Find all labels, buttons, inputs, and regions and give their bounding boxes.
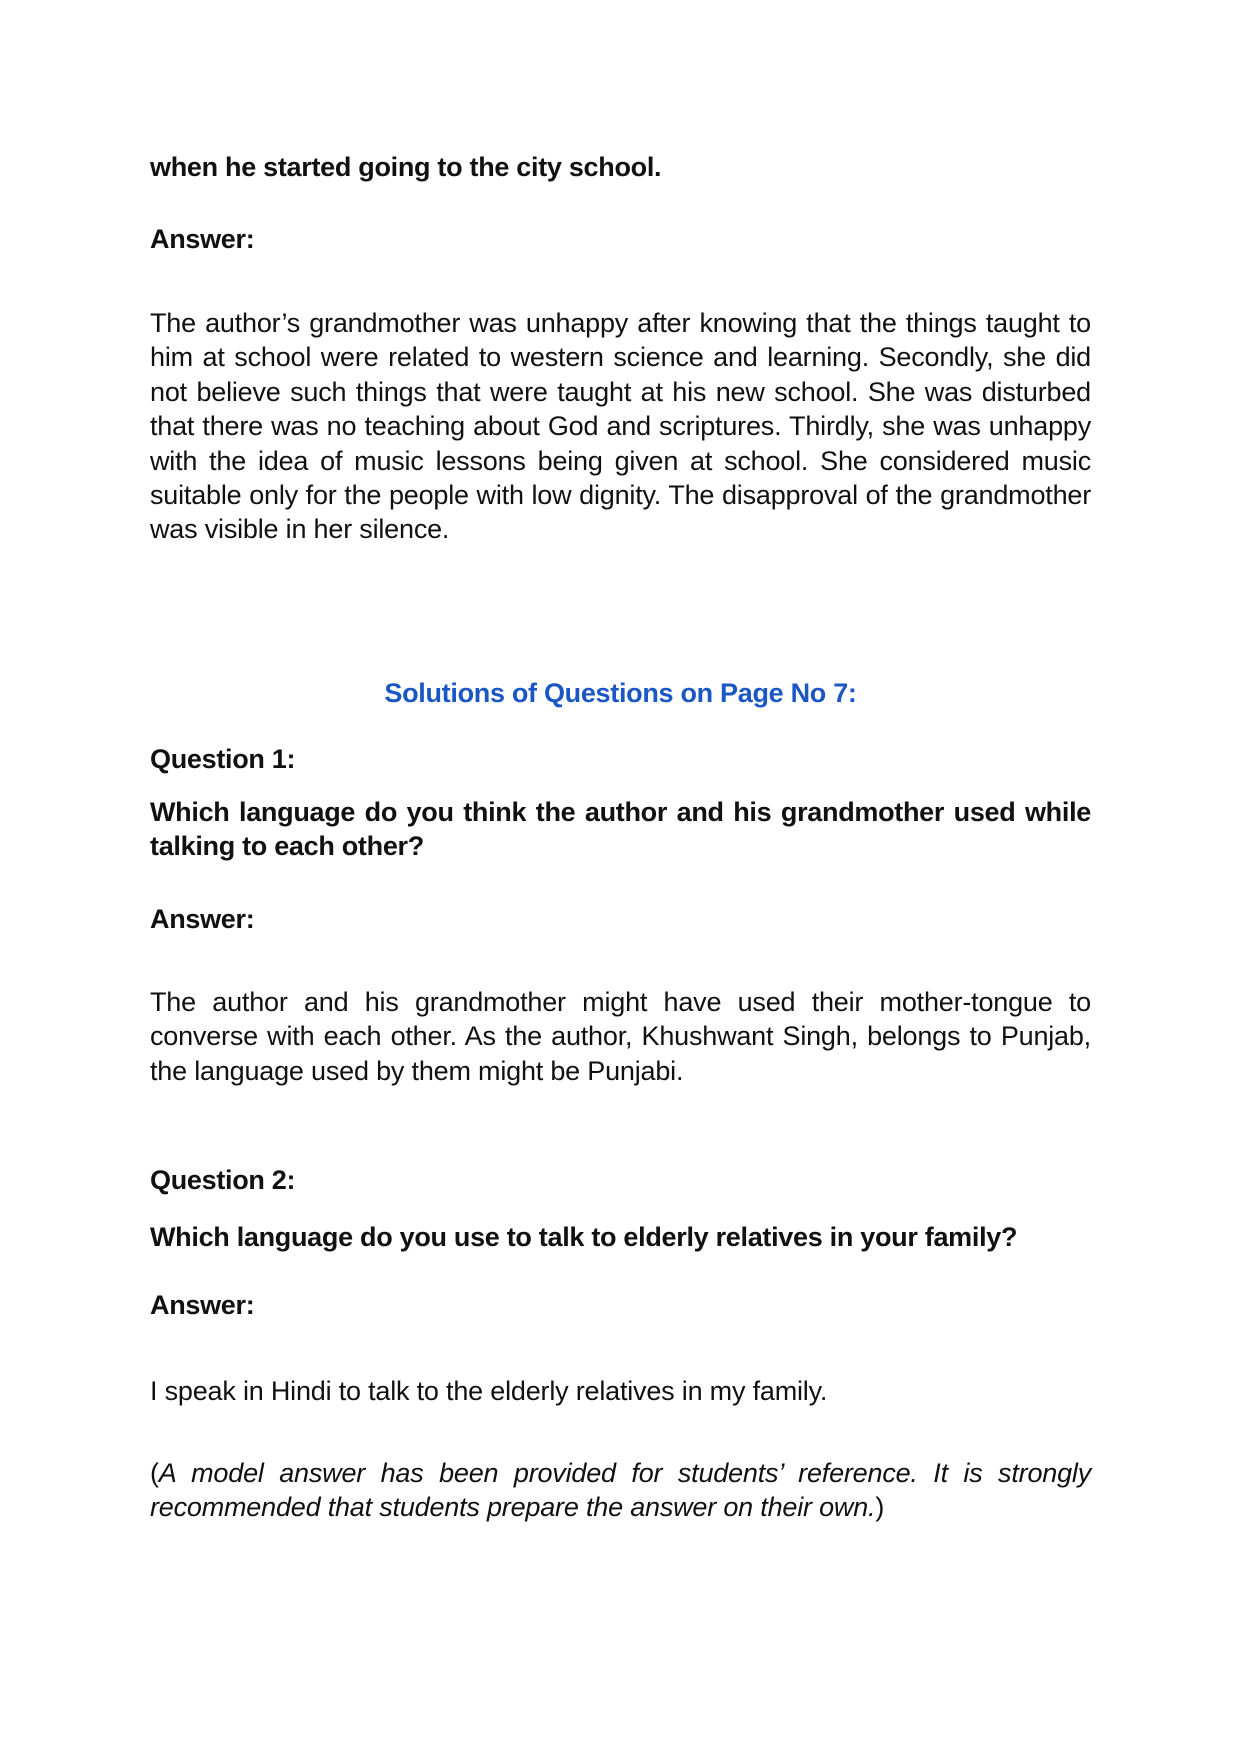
question-1-answer: The author and his grandmother might have used their mother-tongue to converse with each other. As the author, Khushwant Singh, belongs to Punjab, the language used by them might be Punjabi.: [150, 987, 1091, 1086]
answer-label: Answer:: [150, 224, 255, 254]
note-close-paren: ): [875, 1492, 885, 1522]
answer-paragraph: The author’s grandmother was unhappy after knowing that the things taught to him at school were related to western science and learning. Secondly, she did not believe such things that were taught at his new school. She was disturbed that there was no teaching about God and scriptures. Thirdly, she was unhappy with the idea of music lessons being given at school. She considered music suitable only for the people with low dignity. The disapproval of the grandmother was visible in her silence.: [150, 308, 1091, 545]
question-1-answer-label: Answer:: [150, 904, 255, 934]
question-1-label: Question 1:: [150, 744, 296, 774]
question-2-answer-label: Answer:: [150, 1290, 255, 1320]
question-2-label: Question 2:: [150, 1165, 296, 1195]
question-1-text: Which language do you think the author and his grandmother used while talking to each other?: [150, 797, 1091, 861]
note-text: A model answer has been provided for students’ reference. It is strongly recommended that students prepare the answer on their own.: [150, 1458, 1091, 1522]
question-2-answer: I speak in Hindi to talk to the elderly relatives in my family.: [150, 1376, 828, 1406]
question-2-text: Which language do you use to talk to elderly relatives in your family?: [150, 1222, 1018, 1252]
section-title: Solutions of Questions on Page No 7:: [384, 678, 857, 708]
note-open-paren: (: [150, 1458, 159, 1488]
model-answer-note: [150, 1456, 1091, 1524]
question-continuation-text: when he started going to the city school.: [150, 152, 662, 182]
